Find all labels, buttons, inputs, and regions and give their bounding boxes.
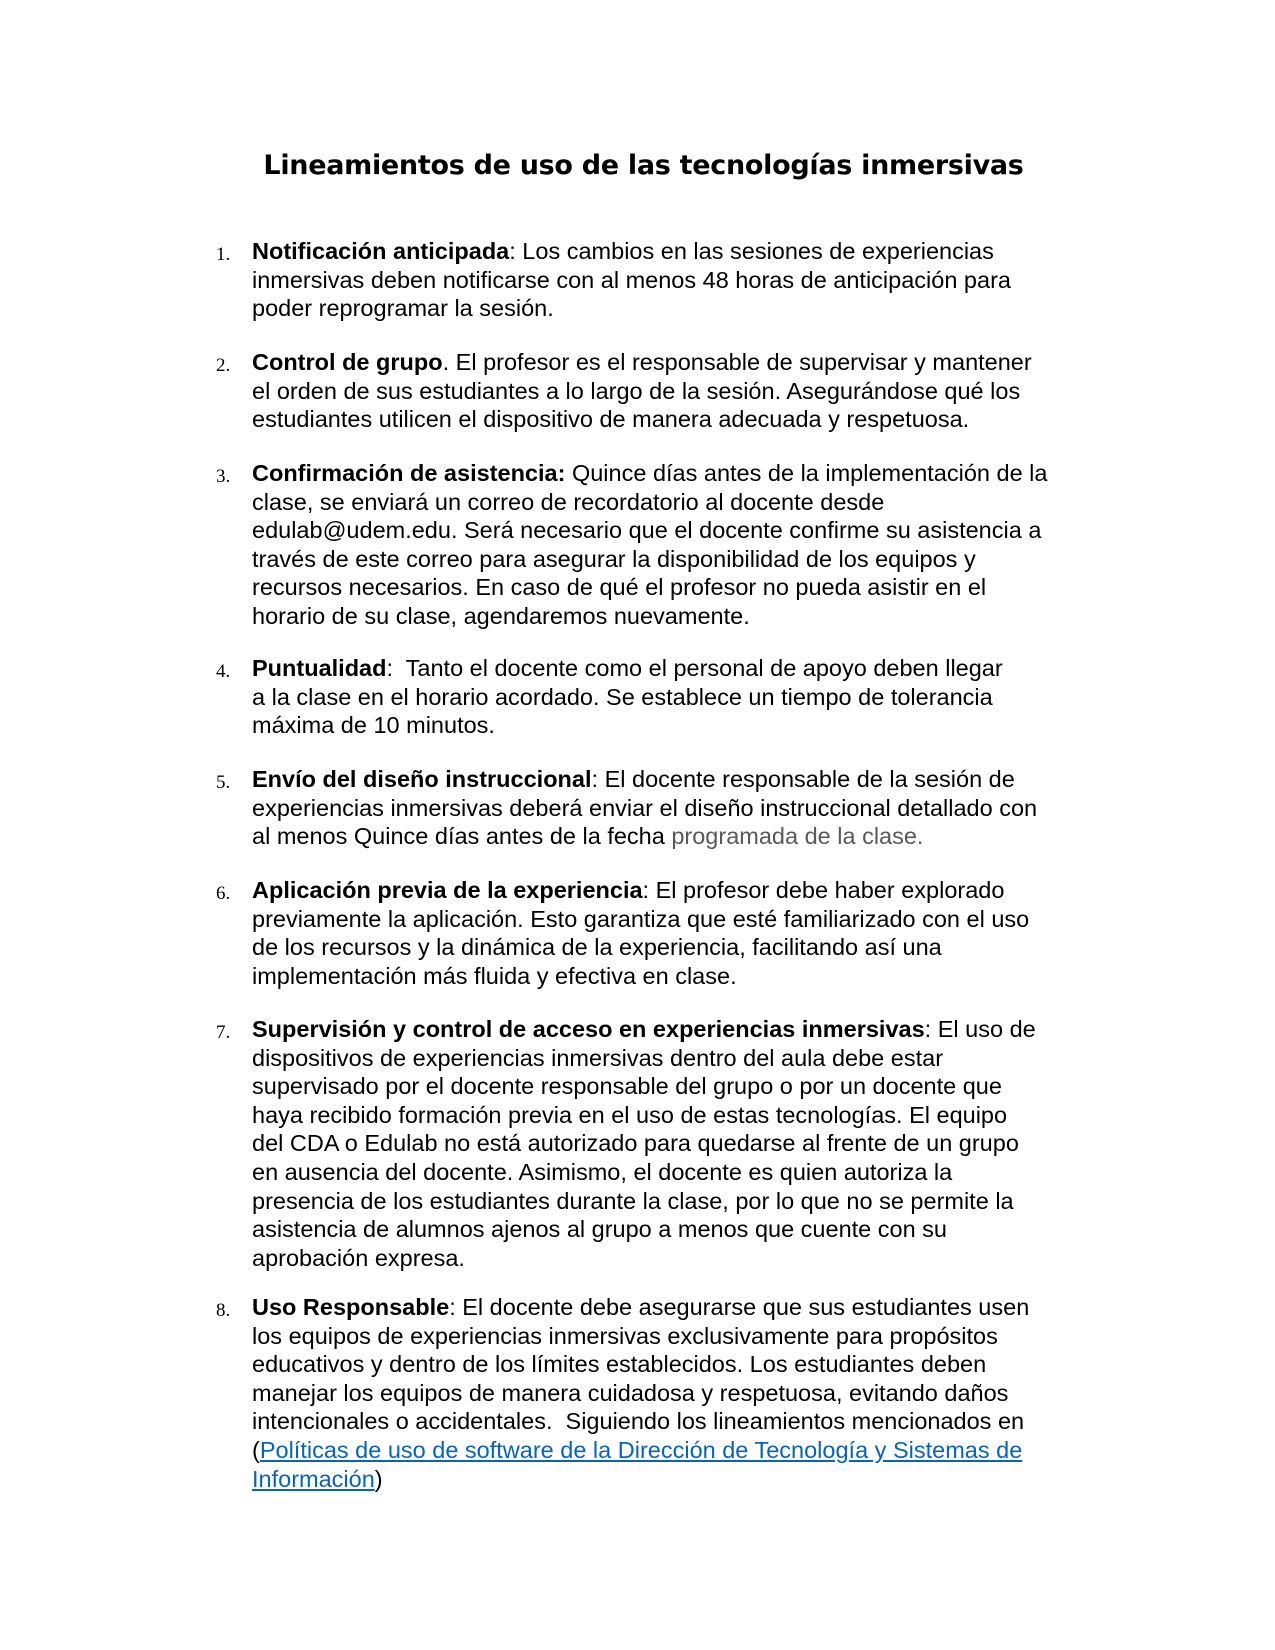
software-policy-link[interactable]: Políticas de uso de software de la Dirección de Tecnología y Sistemas de xyxy=(259,1436,1023,1463)
guideline-heading: Notificación anticipada xyxy=(252,238,510,264)
text-line xyxy=(252,822,1102,851)
list-number: 7. xyxy=(216,1022,231,1043)
list-number: 8. xyxy=(216,1300,231,1321)
text-line: el orden de sus estudiantes a lo largo de la sesión. Asegurándose qué los xyxy=(252,377,1021,404)
text-line: en ausencia del docente. Asimismo, el docente es quien autoriza la xyxy=(252,1158,953,1185)
muted-text: programada de la clase. xyxy=(671,823,924,850)
text-line: recursos necesarios. En caso de qué el profesor no pueda asistir en el xyxy=(252,574,987,601)
text-line: educativos y dentro de los límites establecidos. Los estudiantes deben xyxy=(252,1351,987,1378)
text-line xyxy=(252,348,1102,377)
guideline-text xyxy=(252,876,1102,990)
guideline-text xyxy=(252,237,1102,323)
list-number: 1. xyxy=(216,244,231,265)
guideline-heading: Supervisión y control de acceso en experiencias inmersivas xyxy=(252,1016,925,1042)
text-line: asistencia de alumnos ajenos al grupo a menos que cuente con su xyxy=(252,1216,948,1243)
text-line: aprobación expresa. xyxy=(252,1244,465,1271)
text-line: estudiantes utilicen el dispositivo de manera adecuada y respetuosa. xyxy=(252,406,970,433)
text-fragment: : El profesor debe haber explorado xyxy=(642,877,1005,903)
text-line xyxy=(252,1015,1102,1044)
text-line: supervisado por el docente responsable del grupo o por un docente que xyxy=(252,1073,1002,1100)
paren-close: ) xyxy=(374,1465,383,1492)
text-line xyxy=(252,876,1102,905)
text-fragment: al menos Quince días antes de la fecha xyxy=(252,823,672,850)
page-title: Lineamientos de uso de las tecnologías inmersivas xyxy=(263,150,1024,181)
text-fragment: : El uso de xyxy=(924,1016,1036,1042)
text-fragment: : El docente debe asegurarse que sus estudiantes usen xyxy=(449,1294,1030,1320)
text-line: dispositivos de experiencias inmersivas dentro del aula debe estar xyxy=(252,1044,944,1071)
text-line xyxy=(252,1293,1102,1322)
list-number: 2. xyxy=(216,355,231,376)
text-line: de los recursos y la dinámica de la experiencia, facilitando así una xyxy=(252,934,942,961)
text-line xyxy=(252,1436,1102,1465)
text-line: previamente la aplicación. Esto garantiza que esté familiarizado con el uso xyxy=(252,905,1030,932)
list-number: 5. xyxy=(216,772,231,793)
text-line: implementación más fluida y efectiva en clase. xyxy=(252,962,737,989)
guideline-heading: Uso Responsable xyxy=(252,1294,450,1320)
guideline-heading: Confirmación de asistencia: xyxy=(252,460,566,486)
text-line xyxy=(252,654,1102,683)
text-fragment: . El profesor es el responsable de supervisar y mantener xyxy=(442,349,1032,375)
text-line: inmersivas deben notificarse con al menos 48 horas de anticipación para xyxy=(252,266,1011,293)
guideline-text xyxy=(252,765,1102,851)
guideline-text xyxy=(252,1015,1102,1272)
guideline-text xyxy=(252,459,1102,631)
text-line: haya recibido formación previa en el uso de estas tecnologías. El equipo xyxy=(252,1101,1008,1128)
paren-open: ( xyxy=(252,1436,260,1463)
list-number: 6. xyxy=(216,883,231,904)
text-fragment: : Tanto el docente como el personal de apoyo deben llegar xyxy=(386,655,1003,681)
text-line xyxy=(252,1465,1102,1494)
text-line: intencionales o accidentales. Siguiendo los lineamientos mencionados en xyxy=(252,1408,1025,1435)
guideline-heading: Puntualidad xyxy=(252,655,387,681)
list-number: 3. xyxy=(216,466,231,487)
text-line: los equipos de experiencias inmersivas exclusivamente para propósitos xyxy=(252,1322,998,1349)
text-line: manejar los equipos de manera cuidadosa y respetuosa, evitando daños xyxy=(252,1379,1009,1406)
text-line: presencia de los estudiantes durante la clase, por lo que no se permite la xyxy=(252,1187,1014,1214)
text-line: del CDA o Edulab no está autorizado para quedarse al frente de un grupo xyxy=(252,1130,1019,1157)
text-line: edulab@udem.edu. Será necesario que el docente confirme su asistencia a xyxy=(252,517,1042,544)
list-number: 4. xyxy=(216,661,231,682)
text-line xyxy=(252,459,1102,488)
text-line: clase, se enviará un correo de recordatorio al docente desde xyxy=(252,488,885,515)
text-line xyxy=(252,237,1102,266)
text-fragment: : El docente responsable de la sesión de xyxy=(591,766,1015,792)
guideline-heading: Control de grupo xyxy=(252,349,443,375)
text-fragment: Quince días antes de la implementación de la xyxy=(565,460,1048,486)
guideline-text xyxy=(252,654,1102,740)
text-line xyxy=(252,765,1102,794)
text-line: máxima de 10 minutos. xyxy=(252,712,495,739)
guideline-heading: Envío del diseño instruccional xyxy=(252,766,592,792)
text-line: través de este correo para asegurar la disponibilidad de los equipos y xyxy=(252,545,976,572)
text-line: a la clase en el horario acordado. Se establece un tiempo de tolerancia xyxy=(252,683,993,710)
text-fragment: : Los cambios en las sesiones de experiencias xyxy=(509,238,994,264)
text-line: poder reprogramar la sesión. xyxy=(252,295,554,322)
text-line: experiencias inmersivas deberá enviar el diseño instruccional detallado con xyxy=(252,794,1038,821)
guideline-text xyxy=(252,348,1102,434)
guideline-heading: Aplicación previa de la experiencia xyxy=(252,877,643,903)
text-line: horario de su clase, agendaremos nuevamente. xyxy=(252,602,750,629)
software-policy-link-continued[interactable]: Información xyxy=(252,1465,375,1492)
guideline-text xyxy=(252,1293,1102,1493)
